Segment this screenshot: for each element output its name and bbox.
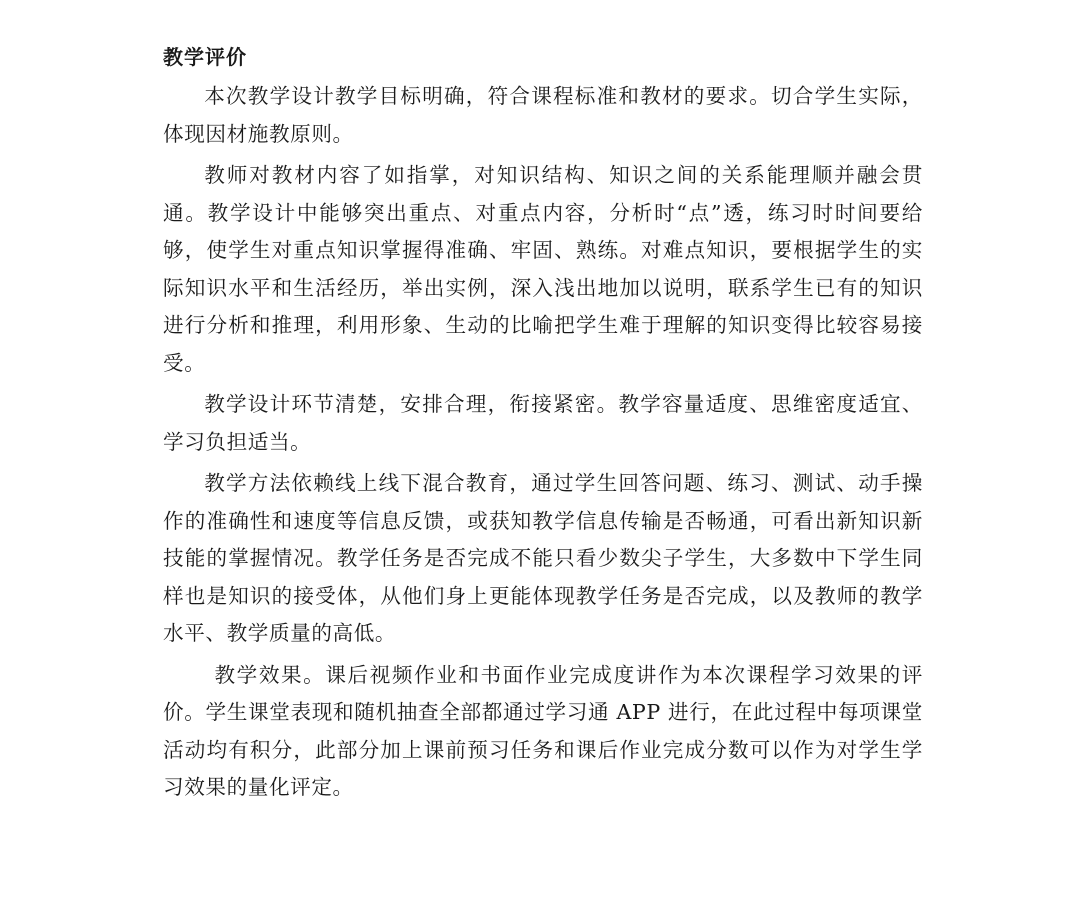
paragraph-design-structure: 教学设计环节清楚，安排合理，衔接紧密。教学容量适度、思维密度适宜、学习负担适当。	[163, 392, 923, 454]
paragraph-teaching-methods: 教学方法依赖线上线下混合教育，通过学生回答问题、练习、测试、动手操作的准确性和速度等信息反馈，或获知教学信息传输是否畅通，可看出新知识新技能的掌握情况。教学任务是否完成不能只看少数尖子学生，大多数中下学生同样也是知识的接受体，从他们身上更能体现教学任务是否完成，以及教师的教学水平、教学质量的高低。	[163, 471, 923, 645]
paragraph-teacher-mastery: 教师对教材内容了如指掌，对知识结构、知识之间的关系能理顺并融会贯通。教学设计中能够突出重点、对重点内容，分析时“点”透，练习时时间要给够，使学生对重点知识掌握得准确、牢固、熟练。对难点知识，要根据学生的实际知识水平和生活经历，举出实例，深入浅出地加以说明，联系学生已有的知识进行分析和推理，利用形象、生动的比喻把学生难于理解的知识变得比较容易接受。	[163, 163, 923, 375]
paragraph-teaching-effect: 教学效果。课后视频作业和书面作业完成度讲作为本次课程学习效果的评价。学生课堂表现和随机抽查全部都通过学习通 APP 进行，在此过程中每项课堂活动均有积分，此部分加上课前预习任务和课后作业完成分数可以作为对学生学习效果的量化评定。	[163, 662, 923, 799]
paragraph-objectives: 本次教学设计教学目标明确，符合课程标准和教材的要求。切合学生实际，体现因材施教原则。	[163, 84, 923, 146]
document-page	[163, 40, 923, 811]
section-heading: 教学评价	[163, 45, 247, 69]
